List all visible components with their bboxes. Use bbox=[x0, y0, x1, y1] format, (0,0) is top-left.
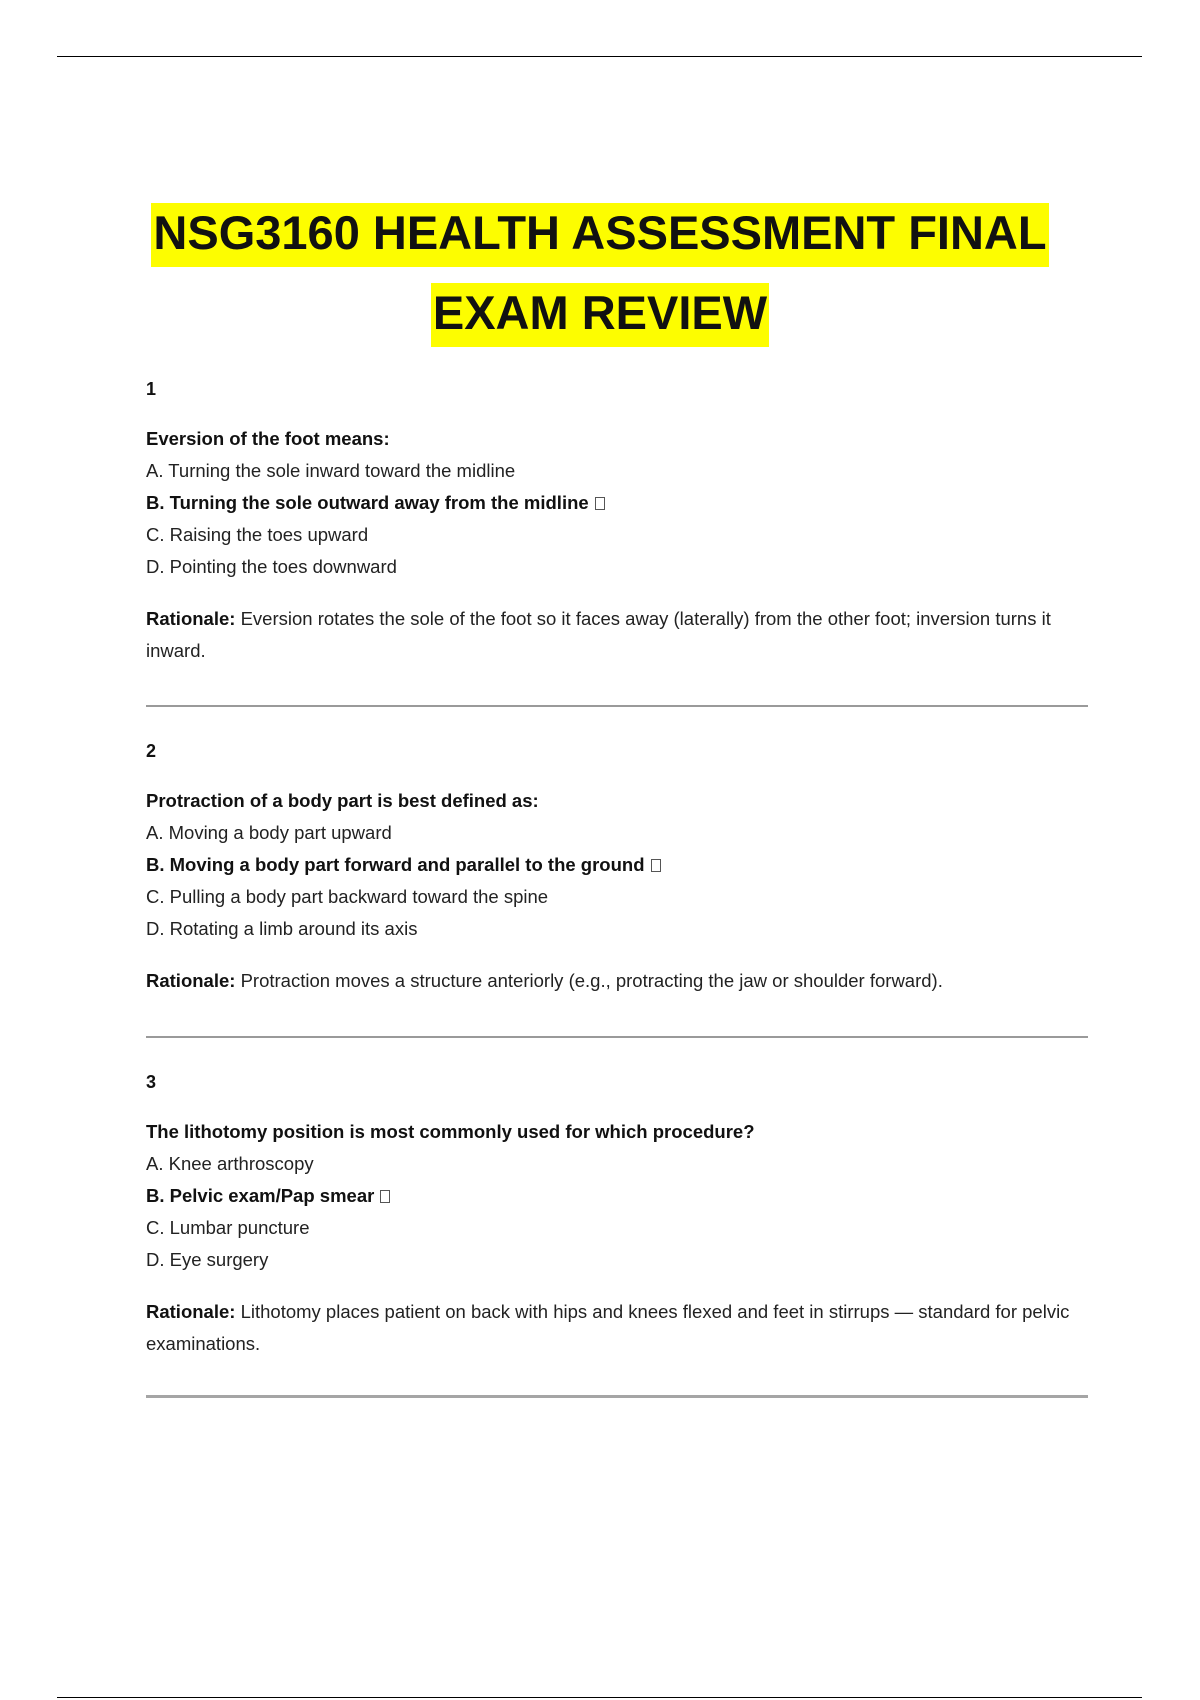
option-c: C. Raising the toes upward bbox=[146, 524, 369, 545]
rationale bbox=[146, 603, 1086, 667]
question-number: 2 bbox=[146, 741, 157, 761]
option-c: C. Lumbar puncture bbox=[146, 1217, 310, 1238]
document-title bbox=[0, 193, 1200, 353]
option-b-label: B. Moving a body part forward and parallel to the ground bbox=[146, 854, 645, 875]
title-line-2: EXAM REVIEW bbox=[431, 283, 769, 347]
question-number: 1 bbox=[146, 379, 157, 399]
rationale-text: Protraction moves a structure anteriorly (e.g., protracting the jaw or shoulder forward). bbox=[240, 970, 943, 991]
question-separator bbox=[146, 1395, 1088, 1398]
rationale bbox=[146, 965, 1086, 997]
question-separator bbox=[146, 1036, 1088, 1038]
option-b-correct bbox=[146, 1184, 1086, 1208]
checkbox-icon bbox=[595, 497, 605, 510]
checkbox-icon bbox=[651, 859, 661, 872]
question-text: The lithotomy position is most commonly used for which procedure? bbox=[146, 1121, 755, 1142]
rationale-label: Rationale: bbox=[146, 970, 236, 991]
option-d: D. Eye surgery bbox=[146, 1249, 269, 1270]
question-separator bbox=[146, 705, 1088, 707]
question-text: Eversion of the foot means: bbox=[146, 428, 390, 449]
rationale-label: Rationale: bbox=[146, 608, 236, 629]
question-block-3 bbox=[146, 1070, 1086, 1360]
question-text: Protraction of a body part is best defined as: bbox=[146, 790, 539, 811]
rationale-label: Rationale: bbox=[146, 1301, 236, 1322]
option-d: D. Pointing the toes downward bbox=[146, 556, 397, 577]
rationale-text: Eversion rotates the sole of the foot so it faces away (laterally) from the other foot; inversion turns it inward. bbox=[146, 608, 1051, 661]
title-line-1: NSG3160 HEALTH ASSESSMENT FINAL bbox=[151, 203, 1048, 267]
rationale-text: Lithotomy places patient on back with hips and knees flexed and feet in stirrups — standard for pelvic examinations. bbox=[146, 1301, 1070, 1354]
question-block-1 bbox=[146, 377, 1086, 667]
option-a: A. Knee arthroscopy bbox=[146, 1153, 314, 1174]
option-b-correct bbox=[146, 491, 1086, 515]
option-b-label: B. Pelvic exam/Pap smear bbox=[146, 1185, 375, 1206]
header-rule bbox=[57, 56, 1142, 57]
rationale bbox=[146, 1296, 1086, 1360]
option-b-correct bbox=[146, 853, 1086, 877]
question-number: 3 bbox=[146, 1072, 157, 1092]
option-c: C. Pulling a body part backward toward the spine bbox=[146, 886, 549, 907]
footer-rule bbox=[57, 1697, 1142, 1698]
option-d: D. Rotating a limb around its axis bbox=[146, 918, 418, 939]
checkbox-icon bbox=[380, 1190, 390, 1203]
option-b-label: B. Turning the sole outward away from the midline bbox=[146, 492, 589, 513]
option-a: A. Moving a body part upward bbox=[146, 822, 392, 843]
option-a: A. Turning the sole inward toward the midline bbox=[146, 460, 516, 481]
question-block-2 bbox=[146, 739, 1086, 997]
